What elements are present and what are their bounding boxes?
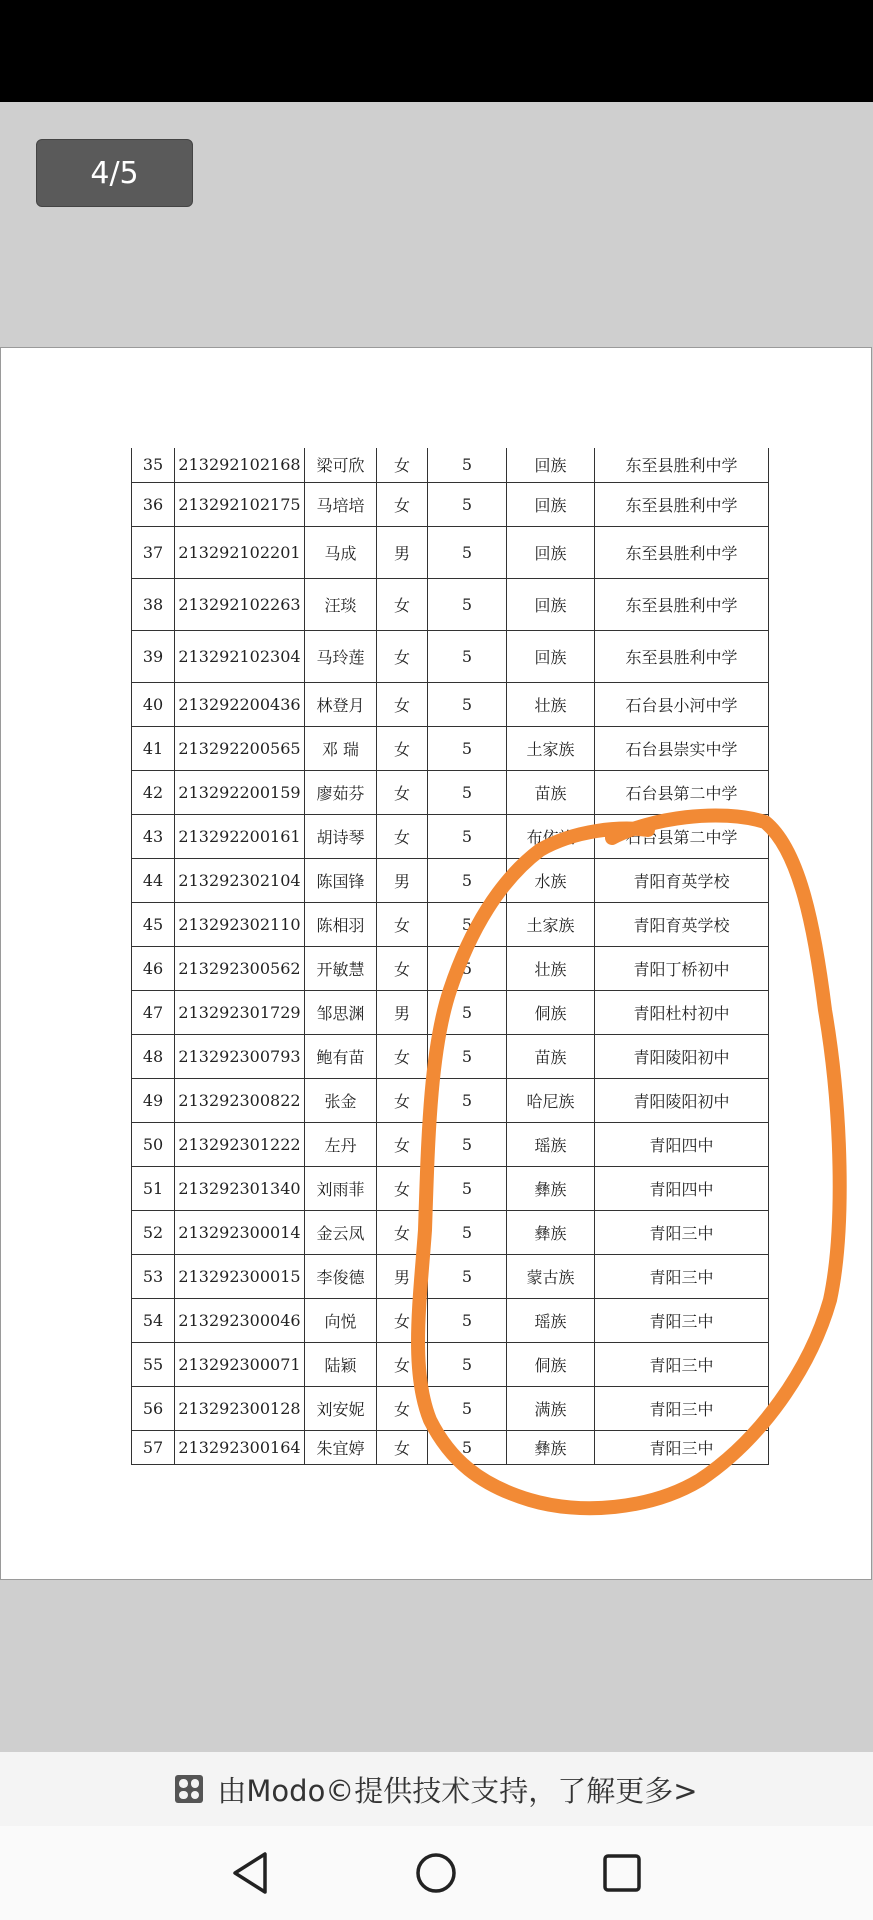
cell-student-name: 陈相羽 [305, 902, 377, 946]
table-row [132, 482, 769, 526]
cell-ethnicity: 回族 [507, 448, 595, 482]
cell-row-index: 57 [132, 1430, 175, 1464]
cell-score: 5 [428, 1430, 507, 1464]
table-row [132, 448, 769, 482]
cell-student-name: 鲍有苗 [305, 1034, 377, 1078]
cell-ethnicity: 瑶族 [507, 1122, 595, 1166]
cell-row-index: 51 [132, 1166, 175, 1210]
cell-exam-number: 213292300014 [175, 1210, 305, 1254]
cell-student-name: 梁可欣 [305, 448, 377, 482]
cell-gender: 男 [377, 1254, 428, 1298]
cell-row-index: 50 [132, 1122, 175, 1166]
cell-school: 青阳育英学校 [595, 902, 769, 946]
cell-score: 5 [428, 1254, 507, 1298]
circle-home-icon[interactable] [411, 1848, 461, 1898]
cell-row-index: 49 [132, 1078, 175, 1122]
cell-ethnicity: 布依族 [507, 814, 595, 858]
cell-score: 5 [428, 726, 507, 770]
cell-row-index: 54 [132, 1298, 175, 1342]
cell-ethnicity: 彝族 [507, 1166, 595, 1210]
cell-student-name: 陆颖 [305, 1342, 377, 1386]
table-row [132, 814, 769, 858]
cell-student-name: 陈国锋 [305, 858, 377, 902]
cell-ethnicity: 壮族 [507, 682, 595, 726]
cell-school: 青阳三中 [595, 1342, 769, 1386]
cell-exam-number: 213292200159 [175, 770, 305, 814]
cell-gender: 男 [377, 858, 428, 902]
cell-row-index: 40 [132, 682, 175, 726]
cell-row-index: 36 [132, 482, 175, 526]
cell-row-index: 48 [132, 1034, 175, 1078]
cell-score: 5 [428, 770, 507, 814]
cell-ethnicity: 彝族 [507, 1210, 595, 1254]
table-row [132, 946, 769, 990]
cell-score: 5 [428, 1298, 507, 1342]
cell-exam-number: 213292200565 [175, 726, 305, 770]
cell-student-name: 邓 瑞 [305, 726, 377, 770]
cell-school: 石台县小河中学 [595, 682, 769, 726]
status-bar [0, 0, 873, 102]
table-row [132, 682, 769, 726]
document-page [0, 347, 872, 1580]
cell-row-index: 46 [132, 946, 175, 990]
cell-gender: 男 [377, 990, 428, 1034]
table-row [132, 1210, 769, 1254]
table-row [132, 726, 769, 770]
cell-ethnicity: 土家族 [507, 902, 595, 946]
cell-student-name: 廖茹芬 [305, 770, 377, 814]
cell-school: 青阳三中 [595, 1430, 769, 1464]
cell-school: 青阳四中 [595, 1166, 769, 1210]
cell-ethnicity: 哈尼族 [507, 1078, 595, 1122]
cell-exam-number: 213292300822 [175, 1078, 305, 1122]
table-row [132, 1254, 769, 1298]
table-row [132, 1298, 769, 1342]
modo-footer-link[interactable] [0, 1752, 873, 1826]
cell-row-index: 43 [132, 814, 175, 858]
table-row [132, 858, 769, 902]
cell-school: 青阳三中 [595, 1210, 769, 1254]
cell-ethnicity: 回族 [507, 630, 595, 682]
cell-gender: 女 [377, 578, 428, 630]
cell-student-name: 开敏慧 [305, 946, 377, 990]
cell-student-name: 朱宜婷 [305, 1430, 377, 1464]
cell-student-name: 张金 [305, 1078, 377, 1122]
cell-gender: 女 [377, 1078, 428, 1122]
cell-gender: 女 [377, 1034, 428, 1078]
cell-exam-number: 213292102201 [175, 526, 305, 578]
cell-gender: 女 [377, 1166, 428, 1210]
cell-school: 东至县胜利中学 [595, 630, 769, 682]
cell-student-name: 林登月 [305, 682, 377, 726]
cell-gender: 女 [377, 1122, 428, 1166]
cell-score: 5 [428, 482, 507, 526]
cell-school: 青阳三中 [595, 1254, 769, 1298]
cell-row-index: 45 [132, 902, 175, 946]
cell-gender: 女 [377, 630, 428, 682]
cell-school: 石台县第二中学 [595, 770, 769, 814]
cell-score: 5 [428, 1122, 507, 1166]
cell-score: 5 [428, 448, 507, 482]
cell-ethnicity: 回族 [507, 578, 595, 630]
table-row [132, 1430, 769, 1464]
cell-exam-number: 213292301729 [175, 990, 305, 1034]
cell-school: 青阳三中 [595, 1298, 769, 1342]
cell-student-name: 刘安妮 [305, 1386, 377, 1430]
cell-gender: 女 [377, 902, 428, 946]
cell-score: 5 [428, 578, 507, 630]
cell-score: 5 [428, 902, 507, 946]
cell-score: 5 [428, 630, 507, 682]
cell-student-name: 马成 [305, 526, 377, 578]
cell-student-name: 邹思渊 [305, 990, 377, 1034]
cell-student-name: 马玲莲 [305, 630, 377, 682]
cell-score: 5 [428, 682, 507, 726]
cell-exam-number: 213292300128 [175, 1386, 305, 1430]
cell-exam-number: 213292102168 [175, 448, 305, 482]
cell-score: 5 [428, 526, 507, 578]
cell-exam-number: 213292300046 [175, 1298, 305, 1342]
footer-text: 由Modo©提供技术支持，了解更多> [217, 1773, 698, 1808]
cell-gender: 女 [377, 946, 428, 990]
square-recents-icon[interactable] [597, 1848, 647, 1898]
table-row [132, 902, 769, 946]
cell-score: 5 [428, 858, 507, 902]
cell-ethnicity: 侗族 [507, 990, 595, 1034]
cell-score: 5 [428, 814, 507, 858]
cell-score: 5 [428, 1034, 507, 1078]
cell-ethnicity: 苗族 [507, 1034, 595, 1078]
cell-ethnicity: 壮族 [507, 946, 595, 990]
table-row [132, 1034, 769, 1078]
cell-gender: 女 [377, 482, 428, 526]
table-row [132, 990, 769, 1034]
cell-exam-number: 213292200161 [175, 814, 305, 858]
cell-school: 东至县胜利中学 [595, 526, 769, 578]
cell-school: 石台县崇实中学 [595, 726, 769, 770]
cell-row-index: 53 [132, 1254, 175, 1298]
cell-ethnicity: 满族 [507, 1386, 595, 1430]
cell-gender: 女 [377, 1430, 428, 1464]
cell-school: 青阳丁桥初中 [595, 946, 769, 990]
cell-row-index: 56 [132, 1386, 175, 1430]
cell-exam-number: 213292102304 [175, 630, 305, 682]
cell-exam-number: 213292302104 [175, 858, 305, 902]
table-row [132, 630, 769, 682]
cell-row-index: 52 [132, 1210, 175, 1254]
cell-ethnicity: 苗族 [507, 770, 595, 814]
cell-gender: 女 [377, 770, 428, 814]
cell-row-index: 44 [132, 858, 175, 902]
cell-exam-number: 213292300164 [175, 1430, 305, 1464]
triangle-back-icon[interactable] [227, 1848, 277, 1898]
cell-school: 青阳四中 [595, 1122, 769, 1166]
cell-school: 石台县第二中学 [595, 814, 769, 858]
cell-gender: 女 [377, 1298, 428, 1342]
cell-row-index: 42 [132, 770, 175, 814]
student-table [131, 448, 769, 1465]
cell-gender: 女 [377, 448, 428, 482]
cell-school: 青阳陵阳初中 [595, 1034, 769, 1078]
cell-exam-number: 213292302110 [175, 902, 305, 946]
cell-ethnicity: 水族 [507, 858, 595, 902]
cell-exam-number: 213292102175 [175, 482, 305, 526]
table-row [132, 526, 769, 578]
cell-score: 5 [428, 946, 507, 990]
cell-gender: 女 [377, 814, 428, 858]
cell-row-index: 55 [132, 1342, 175, 1386]
cell-student-name: 汪琰 [305, 578, 377, 630]
cell-school: 青阳三中 [595, 1386, 769, 1430]
cell-ethnicity: 侗族 [507, 1342, 595, 1386]
cell-gender: 女 [377, 682, 428, 726]
cell-score: 5 [428, 1386, 507, 1430]
cell-exam-number: 213292301222 [175, 1122, 305, 1166]
table-row [132, 1166, 769, 1210]
table-row [132, 1342, 769, 1386]
cell-school: 青阳陵阳初中 [595, 1078, 769, 1122]
cell-gender: 女 [377, 1210, 428, 1254]
cell-student-name: 向悦 [305, 1298, 377, 1342]
table-row [132, 1386, 769, 1430]
cell-score: 5 [428, 1210, 507, 1254]
cell-ethnicity: 土家族 [507, 726, 595, 770]
cell-score: 5 [428, 990, 507, 1034]
cell-ethnicity: 回族 [507, 482, 595, 526]
cell-row-index: 47 [132, 990, 175, 1034]
cell-exam-number: 213292300793 [175, 1034, 305, 1078]
cell-exam-number: 213292102263 [175, 578, 305, 630]
cell-ethnicity: 回族 [507, 526, 595, 578]
cell-ethnicity: 瑶族 [507, 1298, 595, 1342]
cell-ethnicity: 蒙古族 [507, 1254, 595, 1298]
cell-gender: 女 [377, 1342, 428, 1386]
cell-row-index: 38 [132, 578, 175, 630]
cell-school: 东至县胜利中学 [595, 482, 769, 526]
navigation-bar [0, 1826, 873, 1920]
table-row [132, 1122, 769, 1166]
cell-school: 东至县胜利中学 [595, 578, 769, 630]
cell-row-index: 41 [132, 726, 175, 770]
cell-exam-number: 213292200436 [175, 682, 305, 726]
cell-student-name: 胡诗琴 [305, 814, 377, 858]
cell-school: 青阳杜村初中 [595, 990, 769, 1034]
cell-student-name: 马培培 [305, 482, 377, 526]
cell-student-name: 左丹 [305, 1122, 377, 1166]
table-row [132, 1078, 769, 1122]
cell-score: 5 [428, 1342, 507, 1386]
cell-exam-number: 213292300015 [175, 1254, 305, 1298]
cell-row-index: 39 [132, 630, 175, 682]
cell-student-name: 刘雨菲 [305, 1166, 377, 1210]
cell-exam-number: 213292300562 [175, 946, 305, 990]
cell-gender: 女 [377, 726, 428, 770]
cell-ethnicity: 彝族 [507, 1430, 595, 1464]
cell-row-index: 35 [132, 448, 175, 482]
cell-gender: 女 [377, 1386, 428, 1430]
page-indicator: 4/5 [36, 139, 193, 207]
cell-student-name: 金云凤 [305, 1210, 377, 1254]
cell-score: 5 [428, 1166, 507, 1210]
cell-school: 青阳育英学校 [595, 858, 769, 902]
cell-school: 东至县胜利中学 [595, 448, 769, 482]
cell-gender: 男 [377, 526, 428, 578]
cell-score: 5 [428, 1078, 507, 1122]
modo-logo-icon [175, 1775, 203, 1803]
cell-row-index: 37 [132, 526, 175, 578]
table-row [132, 578, 769, 630]
cell-exam-number: 213292301340 [175, 1166, 305, 1210]
table-row [132, 770, 769, 814]
cell-student-name: 李俊德 [305, 1254, 377, 1298]
cell-exam-number: 213292300071 [175, 1342, 305, 1386]
